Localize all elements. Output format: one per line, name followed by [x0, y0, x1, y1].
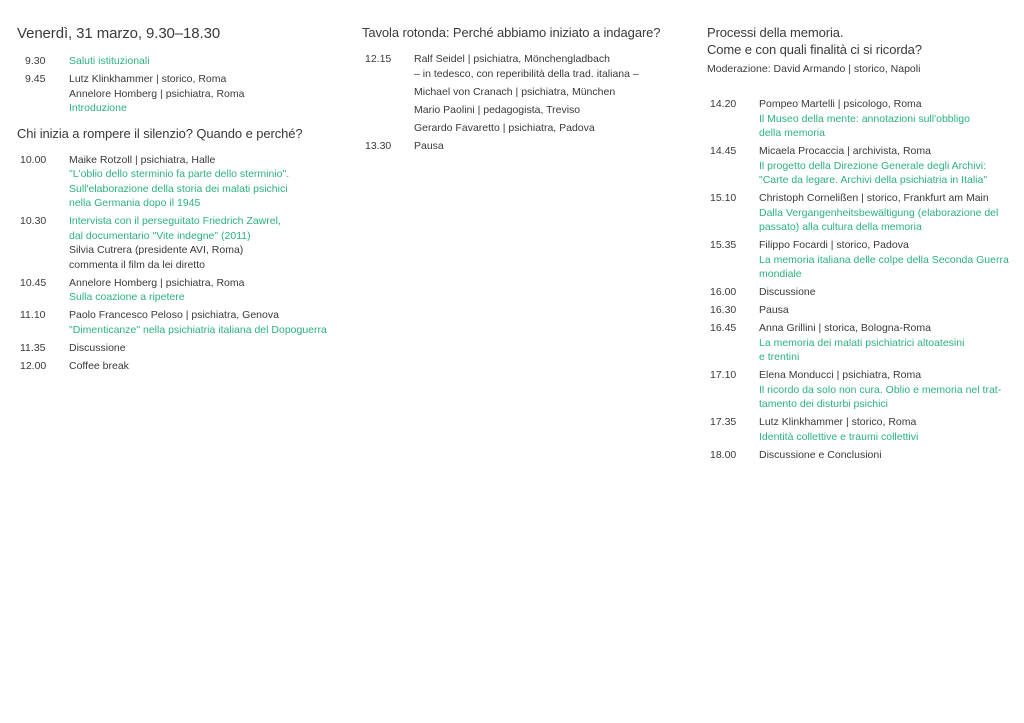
schedule-content — [759, 285, 1012, 300]
schedule-content — [414, 52, 684, 81]
column-morning — [17, 24, 339, 377]
schedule-row — [707, 303, 1012, 318]
schedule-row — [362, 85, 684, 100]
session-schedule-roundtable — [362, 52, 684, 153]
schedule-time — [362, 103, 414, 118]
schedule-row — [707, 368, 1012, 412]
speaker-line: Maike Rotzoll | psichiatra, Halle — [69, 153, 216, 166]
schedule-time: 9.30 — [25, 55, 46, 67]
schedule-row — [17, 308, 339, 337]
schedule-time: 9.45 — [25, 73, 46, 85]
talk-title: Introduzione — [69, 102, 127, 114]
talk-title: passato) alla cultura della memoria — [759, 221, 922, 233]
talk-title: La memoria italiana delle colpe della Seconda Guerra — [759, 253, 1009, 266]
speaker-line: commenta il film da lei diretto — [69, 258, 205, 271]
schedule-time — [362, 85, 414, 100]
talk-title: della memoria — [759, 127, 825, 139]
speaker-line: Discussione e Conclusioni — [759, 448, 882, 461]
schedule-time — [362, 121, 414, 136]
speaker-line: Mario Paolini | pedagogista, Treviso — [414, 103, 581, 116]
speaker-line: Anna Grillini | storica, Bologna-Roma — [759, 322, 931, 334]
schedule-time: 17.35 — [710, 416, 737, 428]
schedule-content — [759, 321, 1012, 365]
session-title-line: Processi della memoria. — [707, 25, 844, 40]
schedule-time: 14.45 — [710, 145, 737, 157]
schedule-content — [69, 308, 339, 337]
talk-title: Saluti istituzionali — [69, 55, 150, 67]
schedule-content — [759, 368, 1012, 412]
schedule-row — [17, 54, 339, 69]
schedule-time: 11.10 — [20, 309, 46, 321]
schedule-content — [414, 121, 684, 136]
schedule-row — [17, 359, 339, 374]
speaker-line: Discussione — [759, 286, 816, 298]
talk-title: "L'oblio dello sterminio fa parte dello sterminio". — [69, 168, 290, 180]
schedule-time: 13.30 — [365, 139, 392, 152]
session-title-line: Come e con quali finalità ci si ricorda? — [707, 42, 922, 57]
schedule-row — [707, 285, 1012, 300]
schedule-content — [69, 214, 339, 272]
session-schedule-memory — [707, 97, 1012, 462]
talk-title: tamento dei disturbi psichici — [759, 398, 888, 410]
speaker-line: Annelore Homberg | psichiatra, Roma — [69, 87, 245, 100]
opening-schedule — [17, 54, 339, 116]
session-title-roundtable: Tavola rotonda: Perché abbiamo iniziato a indagare? — [362, 25, 661, 40]
session-title-silence: Chi inizia a rompere il silenzio? Quando e perché? — [17, 125, 303, 141]
speaker-line: Elena Monducci | psichiatra, Roma — [759, 369, 922, 381]
schedule-content — [759, 238, 1012, 282]
schedule-row — [707, 191, 1012, 235]
schedule-content — [69, 341, 339, 356]
schedule-time: 14.20 — [710, 98, 737, 110]
talk-title: e trentini — [759, 351, 800, 363]
schedule-content — [414, 139, 684, 154]
schedule-row — [362, 121, 684, 136]
schedule-row — [707, 415, 1012, 444]
schedule-row — [17, 72, 339, 116]
talk-title: nella Germania dopo il 1945 — [69, 197, 201, 209]
schedule-time: 11.35 — [20, 341, 46, 354]
schedule-row — [362, 52, 684, 81]
schedule-time: 12.15 — [365, 53, 392, 65]
schedule-row — [707, 97, 1012, 141]
talk-title: Identità collettive e traumi collettivi — [759, 430, 919, 443]
talk-title: Il ricordo da solo non cura. Oblio e memoria nel trat- — [759, 383, 1002, 396]
talk-title: mondiale — [759, 268, 802, 280]
schedule-row — [362, 139, 684, 154]
talk-title: dal documentario "Vite indegne" (2011) — [69, 229, 251, 242]
speaker-line: Pausa — [759, 304, 789, 316]
speaker-line: Gerardo Favaretto | psichiatra, Padova — [414, 121, 595, 134]
talk-title: Il progetto della Direzione Generale degli Archivi: — [759, 159, 987, 172]
schedule-row — [362, 103, 684, 118]
schedule-row — [707, 321, 1012, 365]
schedule-row — [17, 153, 339, 211]
speaker-line: Filippo Focardi | storico, Padova — [759, 239, 909, 251]
schedule-time: 18.00 — [710, 448, 737, 461]
schedule-row — [707, 448, 1012, 463]
speaker-line: Ralf Seidel | psichiatra, Mönchengladbach — [414, 53, 610, 65]
schedule-time: 10.30 — [20, 215, 47, 227]
talk-title: Dalla Vergangenheitsbewältigung (elaborazione del — [759, 206, 999, 219]
speaker-line: Pausa — [414, 139, 444, 152]
speaker-line: Pompeo Martelli | psicologo, Roma — [759, 98, 922, 110]
day-title: Venerdì, 31 marzo, 9.30–18.30 — [17, 25, 221, 42]
session-schedule-silence — [17, 153, 339, 374]
schedule-content — [759, 303, 1012, 318]
speaker-line: Annelore Homberg | psichiatra, Roma — [69, 276, 245, 289]
speaker-line: Silvia Cutrera (presidente AVI, Roma) — [69, 244, 244, 256]
schedule-content — [69, 153, 339, 211]
speaker-line: Coffee break — [69, 359, 129, 372]
speaker-line: – in tedesco, con reperibilità della trad. italiana – — [414, 67, 639, 80]
schedule-content — [759, 415, 1012, 444]
schedule-content — [759, 144, 1012, 188]
speaker-line: Discussione — [69, 341, 126, 354]
schedule-content — [414, 103, 684, 118]
schedule-row — [707, 144, 1012, 188]
schedule-time: 10.45 — [20, 276, 47, 289]
speaker-line: Michael von Cranach | psichiatra, München — [414, 85, 616, 98]
schedule-time: 15.35 — [710, 239, 737, 251]
schedule-content — [69, 54, 339, 69]
schedule-content — [759, 191, 1012, 235]
talk-title: Intervista con il perseguitato Friedrich Zawrel, — [69, 215, 281, 227]
schedule-time: 10.00 — [20, 153, 47, 166]
talk-title: "Dimenticanze" nella psichiatria italiana del Dopoguerra — [69, 323, 327, 336]
schedule-content — [69, 72, 339, 116]
talk-title: La memoria dei malati psichiatrici altoatesini — [759, 336, 965, 349]
schedule-content — [759, 448, 1012, 463]
column-afternoon — [707, 24, 1012, 466]
speaker-line: Lutz Klinkhammer | storico, Roma — [759, 416, 917, 428]
schedule-row — [17, 214, 339, 272]
schedule-time: 16.30 — [710, 304, 737, 316]
schedule-time: 12.00 — [20, 359, 47, 372]
schedule-content — [759, 97, 1012, 141]
schedule-content — [69, 359, 339, 374]
schedule-row — [707, 238, 1012, 282]
schedule-row — [17, 276, 339, 305]
session-title-memory — [707, 24, 1012, 58]
schedule-time: 16.45 — [710, 322, 737, 334]
schedule-row — [17, 341, 339, 356]
moderation-note: Moderazione: David Armando | storico, Napoli — [707, 63, 921, 75]
column-roundtable — [362, 24, 684, 157]
speaker-line: Christoph Cornelißen | storico, Frankfurt am Main — [759, 192, 989, 204]
talk-title: Sull'elaborazione della storia dei malati psichici — [69, 182, 288, 195]
talk-title: "Carte da legare. Archivi della psichiatria in Italia" — [759, 174, 988, 186]
talk-title: Sulla coazione a ripetere — [69, 291, 185, 303]
schedule-time: 16.00 — [710, 286, 737, 298]
speaker-line: Micaela Procaccia | archivista, Roma — [759, 145, 931, 157]
schedule-time: 15.10 — [710, 192, 737, 204]
schedule-content — [69, 276, 339, 305]
speaker-line: Lutz Klinkhammer | storico, Roma — [69, 73, 227, 85]
talk-title: Il Museo della mente: annotazioni sull'obbligo — [759, 112, 970, 125]
speaker-line: Paolo Francesco Peloso | psichiatra, Genova — [69, 309, 279, 321]
schedule-content — [414, 85, 684, 100]
schedule-time: 17.10 — [710, 369, 737, 381]
